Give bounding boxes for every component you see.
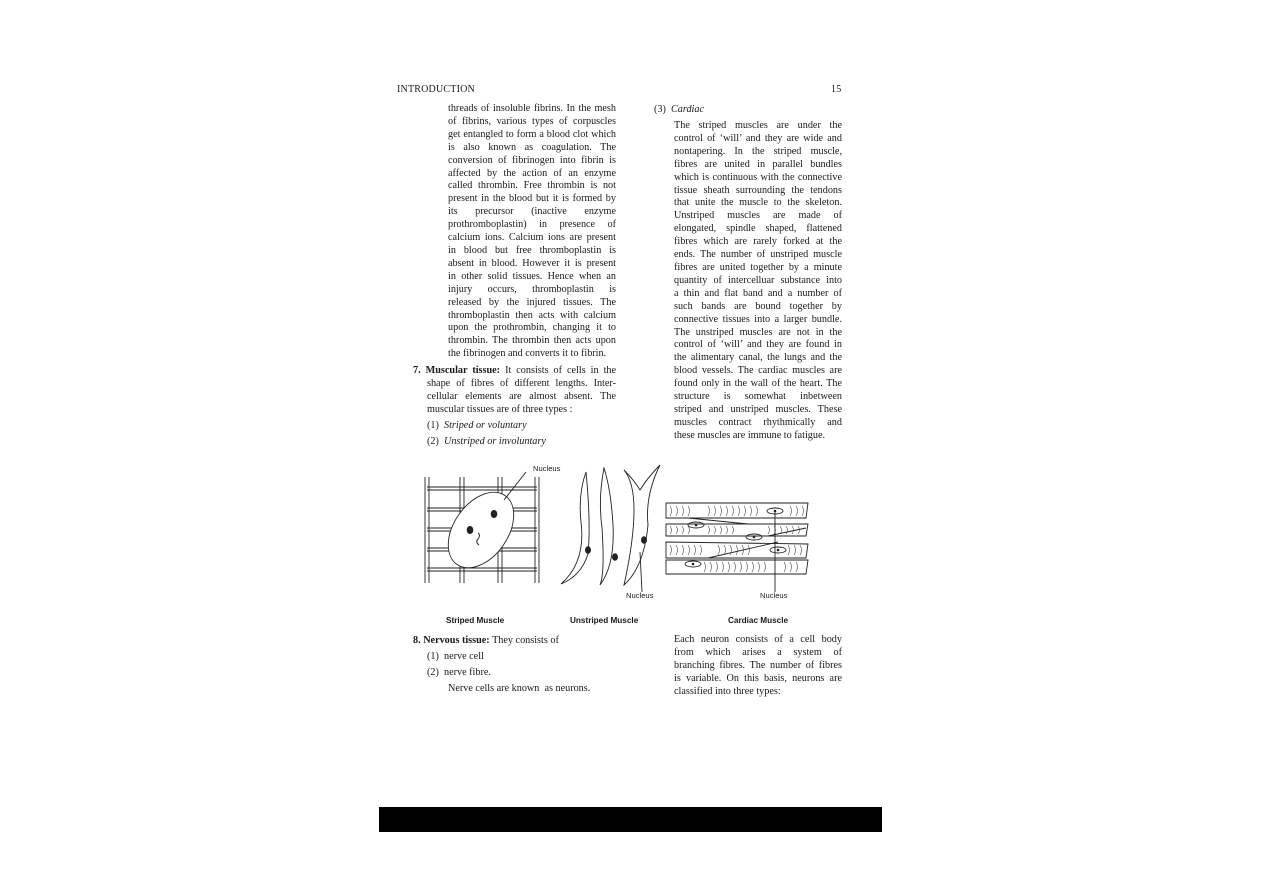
text-line: called thrombin. Free thrombin is not xyxy=(448,180,616,192)
text-line: ends. The number of unstriped muscle xyxy=(674,249,842,261)
nucleus-label: Nucleus xyxy=(626,591,654,600)
cardiac-label: Cardiac xyxy=(670,104,704,115)
page-number: 15 xyxy=(831,84,842,95)
nucleus-dot xyxy=(641,536,647,544)
text-line: The unstriped muscles are not in the xyxy=(674,326,842,338)
text-line: classified into three types: xyxy=(674,685,781,697)
text-line: the fibrinogen and converts it to fibrin. xyxy=(448,348,607,360)
text-line: these muscles are immune to fatigue. xyxy=(674,429,826,441)
text-line: nontapering. In the striped muscle, xyxy=(674,145,842,157)
caption-unstriped: Unstriped Muscle xyxy=(570,616,639,625)
nervous-item-label: nerve fibre. xyxy=(443,667,491,678)
caption-striped: Striped Muscle xyxy=(446,616,505,625)
text-line: conversion of fibrinogen into fibrin is xyxy=(448,154,616,166)
text-line: such bands are bound together by xyxy=(674,300,842,312)
muscle-figure xyxy=(418,460,818,600)
text-line: calcium ions. Calcium ions are present xyxy=(448,232,616,244)
muscle-type-label: Unstriped or involuntary xyxy=(443,436,546,447)
muscle-type-label: Striped or voluntary xyxy=(443,420,527,431)
text-line: its precursor (inactive enzyme xyxy=(448,206,616,218)
text-line: prothromboplastin) in presence of xyxy=(448,219,616,231)
text-line: absent in blood. However it is present xyxy=(448,257,616,269)
cardiac-subheading xyxy=(654,102,704,118)
item-number: 8. xyxy=(413,635,421,646)
nervous-last-line: Nerve cells are known as neurons. xyxy=(448,683,591,694)
text-line: threads of insoluble fibrins. In the mesh xyxy=(448,103,616,114)
nervous-heading: Nervous tissue: xyxy=(423,635,490,646)
nucleus-dot xyxy=(585,546,591,554)
text-line: tissue sheath surrounding the tendons xyxy=(674,184,842,196)
text-line: shape of fibres of different lengths. Inter- xyxy=(427,378,616,389)
item-number: 7. xyxy=(413,365,421,376)
nucleus-dot xyxy=(612,553,618,561)
nucleus-label: Nucleus xyxy=(760,591,788,600)
text-line: connective tissues into a larger bundle. xyxy=(674,313,842,325)
text-line: released by the injured tissues. The xyxy=(448,296,616,308)
nervous-rest: They consists of xyxy=(492,635,559,646)
clotting-paragraph xyxy=(448,103,616,361)
text-line: muscles contract rhythmically and xyxy=(674,416,842,428)
text-line: from which arises a system of xyxy=(674,646,842,658)
neuron-paragraph xyxy=(674,634,842,699)
text-line: the alimentary canal, the lungs and the xyxy=(674,352,842,364)
muscular-first-line: It consists of cells in the xyxy=(505,365,617,376)
nucleus-dot xyxy=(467,526,474,534)
text-line: elongated, spindle shaped, flattened xyxy=(674,223,842,235)
unstriped-muscle-drawing xyxy=(561,465,660,592)
text-line: control of ‘will’ and they are found in xyxy=(674,339,842,351)
list-number: (1) xyxy=(427,651,439,662)
nervous-item-2 xyxy=(427,665,491,681)
nervous-item-label: nerve cell xyxy=(443,651,484,662)
muscular-paragraph xyxy=(427,378,616,417)
text-line: that unite the muscle to the skeleton. xyxy=(674,197,842,209)
text-line: fibres which are rarely forked at the xyxy=(674,236,842,248)
text-line: quantity of intercelluar substance into xyxy=(674,274,842,286)
text-line: in other solid tissues. Hence when an xyxy=(448,270,616,282)
text-line: fibres are united together by a minute xyxy=(674,261,842,273)
text-line: control of ‘will’ and they are wide and xyxy=(674,132,842,144)
page-footer-bar xyxy=(379,807,882,832)
nucleus-dot xyxy=(491,510,498,518)
muscular-heading: Muscular tissue: xyxy=(425,365,501,376)
text-line: thromboplastin then acts with calcium xyxy=(448,309,616,321)
list-number: (2) xyxy=(427,436,439,447)
nucleus-label: Nucleus xyxy=(533,464,561,473)
text-line: injury occurs, thromboplastin is xyxy=(448,283,616,295)
text-line: Each neuron consists of a cell body xyxy=(674,634,842,645)
text-line: muscular tissues are of three types : xyxy=(427,403,573,415)
striped-muscle-drawing xyxy=(425,472,539,583)
text-line: Unstriped muscles are made of xyxy=(674,210,842,222)
muscle-type-2 xyxy=(427,434,546,450)
text-line: affected by the action of an enzyme xyxy=(448,167,616,179)
text-line: thrombin. The thrombin then acts upon xyxy=(448,335,616,347)
text-line: fibres are united in parallel bundles xyxy=(674,158,842,170)
list-number: (3) xyxy=(654,104,666,115)
text-line: blood vessels. The cardiac muscles are xyxy=(674,365,842,377)
text-line: get entangled to form a blood clot which xyxy=(448,128,616,140)
muscular-tissue-heading xyxy=(413,365,616,378)
text-line: cellular elements are almost absent. The xyxy=(427,390,616,402)
nervous-tissue-heading xyxy=(413,633,559,649)
text-line: is also known as coagulation. The xyxy=(448,141,616,153)
text-line: structure is somewhat inbetween xyxy=(674,391,842,403)
text-line: branching fibres. The number of fibres xyxy=(674,659,842,671)
list-number: (1) xyxy=(427,420,439,431)
text-line: striped and unstriped muscles. These xyxy=(674,403,842,415)
running-title: INTRODUCTION xyxy=(397,84,475,95)
text-line: in blood but free thromboplastin is xyxy=(448,244,616,256)
text-line: a thin and flat band and a number of xyxy=(674,287,842,299)
text-line: which is continuous with the connective xyxy=(674,171,842,183)
text-line: of fibrins, various types of corpuscles xyxy=(448,115,616,127)
muscle-type-1 xyxy=(427,418,527,434)
text-line: upon the prothrombin, changing it to xyxy=(448,322,616,334)
muscle-comparison-paragraph xyxy=(674,120,842,443)
caption-cardiac: Cardiac Muscle xyxy=(728,616,789,625)
list-number: (2) xyxy=(427,667,439,678)
text-line: The striped muscles are under the xyxy=(674,120,842,131)
text-line: present in the blood but it is formed by xyxy=(448,193,616,205)
text-line: found only in the wall of the heart. The xyxy=(674,378,842,390)
nervous-item-1 xyxy=(427,649,484,665)
text-line: is variable. On this basis, neurons are xyxy=(674,672,842,684)
